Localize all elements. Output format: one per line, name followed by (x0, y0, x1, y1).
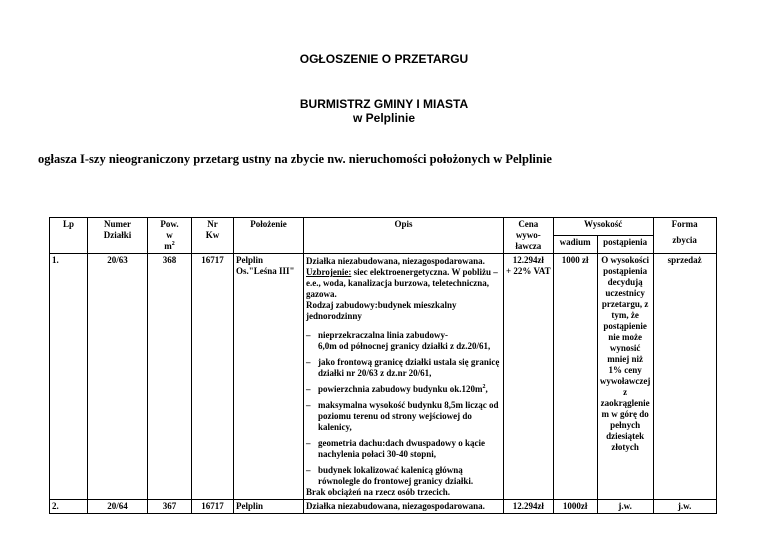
bullet-text (318, 438, 485, 460)
header-postapienia: postąpienia (597, 236, 653, 254)
bullet-line: powierzchnia zabudowy budynku ok.120m (318, 384, 483, 394)
header-pow-sup: 2 (171, 241, 175, 247)
header-wadium: wadium (553, 236, 597, 254)
cell-forma: sprzedaż (653, 254, 716, 500)
cell-pow: 367 (148, 500, 192, 514)
bullet-line: geometria dachu:dach dwuspadowy o kącie (318, 438, 486, 448)
bullet-item (306, 465, 501, 487)
bullet-dash: – (306, 400, 311, 410)
header-cena (504, 218, 554, 254)
opis-title: Działka niezabudowana, niezagospodarowana. (306, 256, 485, 266)
cell-numer: 20/64 (88, 500, 148, 514)
postapienia-line: pełnych (610, 420, 641, 430)
postapienia-line: z (623, 387, 628, 397)
bullet-item (306, 357, 501, 379)
header-forma-line: Forma (671, 219, 698, 229)
cena-line: + 22% VAT (506, 266, 551, 276)
bullet-dash: – (306, 384, 311, 394)
cell-postapienia (597, 254, 653, 500)
postapienia-line: tym, że (611, 310, 639, 320)
header-wysokosc: Wysokość (553, 218, 653, 236)
cell-pow: 368 (148, 254, 192, 500)
bullet-item (306, 330, 501, 352)
header-nr-line: Kw (205, 230, 220, 240)
polozenie-line: Os."Leśna III" (236, 266, 295, 276)
bullet-line: jako frontową granicę działki ustala się granicę (318, 357, 500, 367)
bullet-line: 6,0m od północnej granicy działki z dz.20/61, (318, 341, 491, 351)
postapienia-line: przetargu, z (601, 299, 649, 309)
cena-line: 12.294zł (512, 255, 544, 265)
cell-polozenie (234, 254, 304, 500)
bullet-dash: – (306, 330, 311, 340)
cell-cena (504, 254, 554, 500)
cell-lp: 1. (50, 254, 88, 500)
bullet-item (306, 400, 501, 433)
table-row (50, 500, 717, 514)
header-pow-unit (150, 241, 189, 252)
header-lp: Lp (50, 218, 88, 254)
bullet-text (318, 330, 490, 352)
postapienia-line: wynosić (609, 343, 641, 353)
cell-forma: j.w. (653, 500, 716, 514)
postapienia-line: mniej niż (607, 354, 644, 364)
bullet-text (318, 400, 499, 433)
header-opis: Opis (304, 218, 504, 254)
intro-text: ogłasza I-szy nieograniczony przetarg ustny na zbycie nw. nieruchomości położonych w Pelplinie (38, 152, 552, 166)
bullet-line: kalenicy, (318, 422, 352, 432)
authority-name: BURMISTRZ GMINY I MIASTA (299, 97, 469, 111)
bullet-dash: – (306, 357, 311, 367)
postapienia-line: wywoławczej (599, 376, 651, 386)
postapienia-line: postąpienia (603, 266, 648, 276)
opis-footer: Brak obciążeń na rzecz osób trzecich. (306, 487, 450, 497)
postapienia-line: 1% ceny (608, 365, 642, 375)
opis-line: Rodzaj zabudowy:budynek mieszkalny (306, 300, 457, 310)
header-cena-line: ławcza (515, 241, 542, 251)
postapienia-line: decydują (607, 277, 643, 287)
bullet-dash: – (306, 465, 311, 475)
bullet-text (318, 465, 473, 487)
cell-wadium: 1000zł (553, 500, 597, 514)
header-polozenie: Położenie (234, 218, 304, 254)
opis-line: gazowa. (306, 289, 337, 299)
table-header-row (50, 218, 717, 236)
bullet-line: nieprzekraczalna linia zabudowy- (318, 330, 448, 340)
bullet-item (306, 384, 501, 395)
bullet-text (318, 357, 499, 379)
header-cena-line: Cena (518, 219, 539, 229)
postapienia-line: zaokrągleniem w górę do (600, 398, 650, 419)
header-forma (653, 218, 716, 254)
bullet-dash: – (306, 438, 311, 448)
header-numer-line: Numer (104, 219, 131, 229)
cell-nr: 16717 (192, 254, 234, 500)
postapienia-line: złotych (611, 442, 639, 452)
cell-opis (304, 254, 504, 500)
opis-uzbrojenie (306, 267, 501, 278)
opis-line: e.e., woda, kanalizacja burzowa, teletechniczna, (306, 278, 489, 288)
header-pow-m: m (164, 241, 172, 251)
header-pow-line: Pow. (160, 219, 179, 229)
property-table (49, 217, 717, 514)
header-nr-line: Nr (207, 219, 218, 229)
announcement-title: OGŁOSZENIE O PRZETARGU (299, 52, 469, 66)
uzbrojenie-text: siec elektroenergetyczna. W pobliżu – (351, 267, 498, 277)
postapienia-line: O wysokości (601, 255, 650, 265)
polozenie-line: Pelplin (236, 255, 264, 265)
header-pow (148, 218, 192, 254)
authority-location: w Pelplinie (352, 111, 415, 125)
cell-polozenie: Pelplin (234, 500, 304, 514)
postapienia-line: nie może (608, 332, 643, 342)
cell-numer: 20/63 (88, 254, 148, 500)
table-row (50, 254, 717, 500)
bullet-end: , (485, 384, 488, 394)
bullet-item (306, 438, 501, 460)
bullet-line: maksymalna wysokość budynku 8,5m licząc od (318, 400, 499, 410)
cell-wadium: 1000 zł (553, 254, 597, 500)
bullet-line: nachylenia połaci 30-40 stopni, (318, 449, 437, 459)
bullet-line: budynek lokalizować kalenicą główną (318, 465, 463, 475)
cell-lp: 2. (50, 500, 88, 514)
header-numer-line: Działki (103, 230, 132, 240)
uzbrojenie-label: Uzbrojenie: (306, 267, 352, 277)
postapienia-line: postąpienie (603, 321, 647, 331)
header-numer (88, 218, 148, 254)
cell-cena: 12.294zł (504, 500, 554, 514)
cell-opis: Działka niezabudowana, niezagospodarowana. (304, 500, 504, 514)
bullet-sup: 2 (482, 384, 486, 390)
bullet-text (318, 384, 488, 395)
postapienia-line: dziesiątek (606, 431, 645, 441)
postapienia-line: uczestnicy (605, 288, 645, 298)
header-pow-line: w (166, 230, 173, 240)
header-nr (192, 218, 234, 254)
cell-postapienia: j.w. (597, 500, 653, 514)
header-cena-line: wywo- (515, 230, 541, 240)
cell-nr: 16717 (192, 500, 234, 514)
bullet-line: równolegle do frontowej granicy działki. (318, 476, 474, 486)
header-forma-line: zbycia (672, 235, 697, 245)
bullet-line: działki nr 20/63 z dz.nr 20/61, (318, 368, 432, 378)
bullet-line: poziomu terenu od strony wejściowej do (318, 411, 472, 421)
opis-line: jednorodzinny (306, 311, 362, 321)
